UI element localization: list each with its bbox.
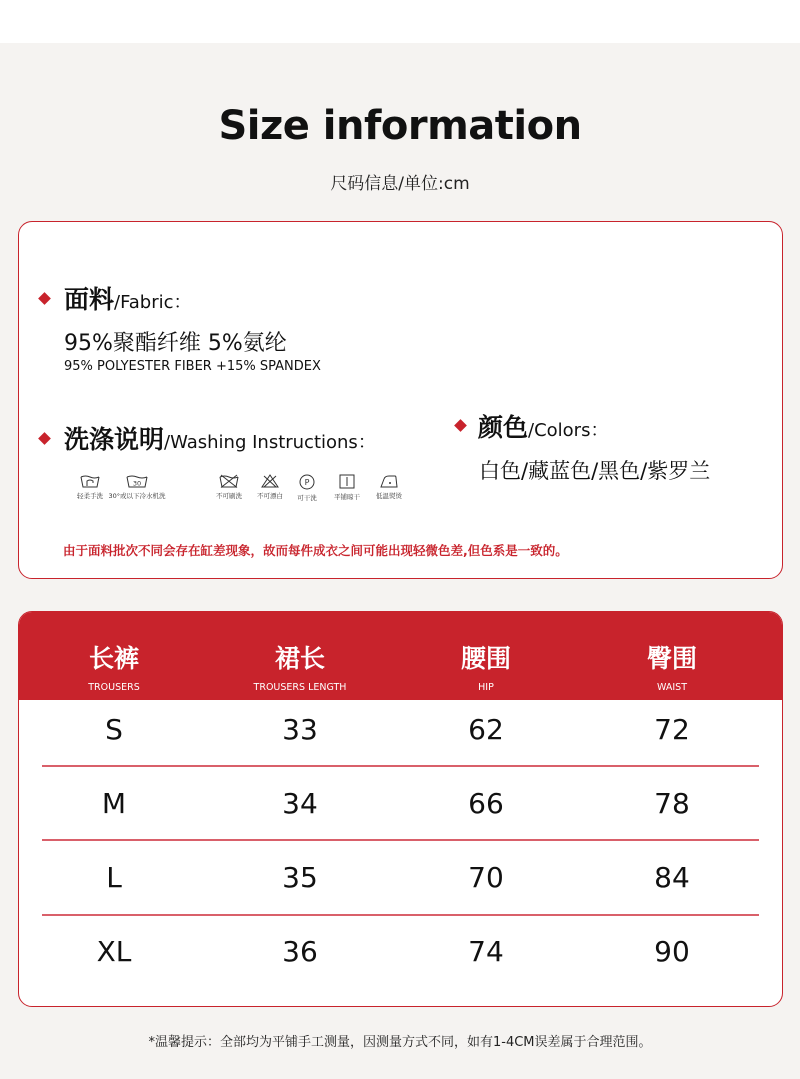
- table-row: [19, 848, 782, 922]
- fabric-value-cn: 95%聚酯纤维 5%氨纶: [64, 331, 287, 356]
- fabric-label-en: /Fabric：: [114, 292, 192, 313]
- washing-icons: [65, 474, 405, 514]
- low-iron-icon: [379, 474, 399, 488]
- colors-label-cn: 颜色: [478, 413, 529, 442]
- measurement-footnote: *温馨提示：全部均为平铺手工测量，因测量方式不同，如有1-4CM误差属于合理范围。: [148, 1035, 652, 1050]
- flat-dry-icon: [339, 474, 355, 489]
- washing-bullet-icon: [38, 432, 51, 445]
- colors-label-en: /Colors：: [528, 420, 609, 441]
- waist-cell: 84: [654, 861, 690, 894]
- size-table-header: [19, 612, 782, 700]
- waist-cell: 78: [654, 787, 690, 820]
- info-card: [18, 221, 783, 579]
- page-subtitle: 尺码信息/单位:cm: [330, 174, 470, 194]
- row-divider: [42, 914, 759, 916]
- length-cell: 35: [282, 861, 318, 894]
- fabric-heading: [64, 280, 192, 316]
- colors-value: 白色/藏蓝色/黑色/紫罗兰: [479, 459, 711, 483]
- wash-label: 轻柔手洗: [77, 492, 103, 500]
- column-header-waist: [577, 612, 767, 693]
- washing-label-en: /Washing Instructions：: [164, 432, 376, 453]
- colors-heading: [478, 408, 608, 444]
- length-cell: 34: [282, 787, 318, 820]
- column-header-length: [205, 612, 395, 693]
- washing-label-cn: 洗涤说明: [64, 425, 165, 454]
- length-cell: 36: [282, 935, 318, 968]
- size-cell: S: [105, 713, 123, 746]
- table-row: [19, 700, 782, 774]
- wash-temp-text: 30: [132, 479, 142, 488]
- wash-label: 30°或以下冷水机洗: [108, 492, 166, 500]
- hip-cell: 62: [468, 713, 504, 746]
- wash-label: 不可刷洗: [216, 492, 242, 500]
- washing-heading: [64, 420, 376, 456]
- length-cell: 33: [282, 713, 318, 746]
- waist-cell: 90: [654, 935, 690, 968]
- table-row: [19, 922, 782, 996]
- size-cell: XL: [96, 935, 132, 968]
- row-divider: [42, 765, 759, 767]
- wash-30-icon: [126, 474, 148, 488]
- fabric-bullet-icon: [38, 292, 51, 305]
- column-header-cn: 长裤: [88, 644, 139, 673]
- fabric-value-en: 95% POLYESTER FIBER +15% SPANDEX: [64, 359, 321, 374]
- page-title: Size information: [218, 103, 582, 149]
- wash-item: [354, 474, 424, 500]
- size-table: [18, 611, 783, 1007]
- column-header-cn: 腰围: [460, 644, 511, 673]
- wash-label: 平铺晾干: [334, 493, 360, 501]
- wash-label: 可干洗: [297, 494, 317, 502]
- hip-cell: 66: [468, 787, 504, 820]
- column-header-hip: [391, 612, 581, 693]
- size-cell: M: [101, 787, 127, 820]
- column-header-trousers: [19, 612, 209, 693]
- table-row: [19, 774, 782, 848]
- waist-cell: 72: [654, 713, 690, 746]
- hip-cell: 74: [468, 935, 504, 968]
- colors-bullet-icon: [454, 419, 467, 432]
- column-header-en: TROUSERS LENGTH: [253, 682, 347, 693]
- hip-cell: 70: [468, 861, 504, 894]
- wash-item: [102, 474, 172, 500]
- wash-label: 低温熨烫: [376, 492, 402, 500]
- column-header-en: HIP: [478, 682, 494, 693]
- column-header-en: TROUSERS: [88, 682, 140, 693]
- column-header-cn: 臀围: [646, 644, 697, 673]
- column-header-cn: 裙长: [274, 644, 325, 673]
- size-cell: L: [106, 861, 122, 894]
- column-header-en: WAIST: [656, 682, 687, 693]
- row-divider: [42, 839, 759, 841]
- wash-label: 不可漂白: [257, 492, 283, 500]
- dry-clean-letter: P: [304, 478, 310, 487]
- hand-wash-icon: [80, 474, 100, 488]
- top-band: [0, 0, 800, 43]
- color-difference-note: 由于面料批次不同会存在缸差现象，故而每件成衣之间可能出现轻微色差,但色系是一致的。: [63, 543, 568, 558]
- fabric-label-cn: 面料: [64, 285, 115, 314]
